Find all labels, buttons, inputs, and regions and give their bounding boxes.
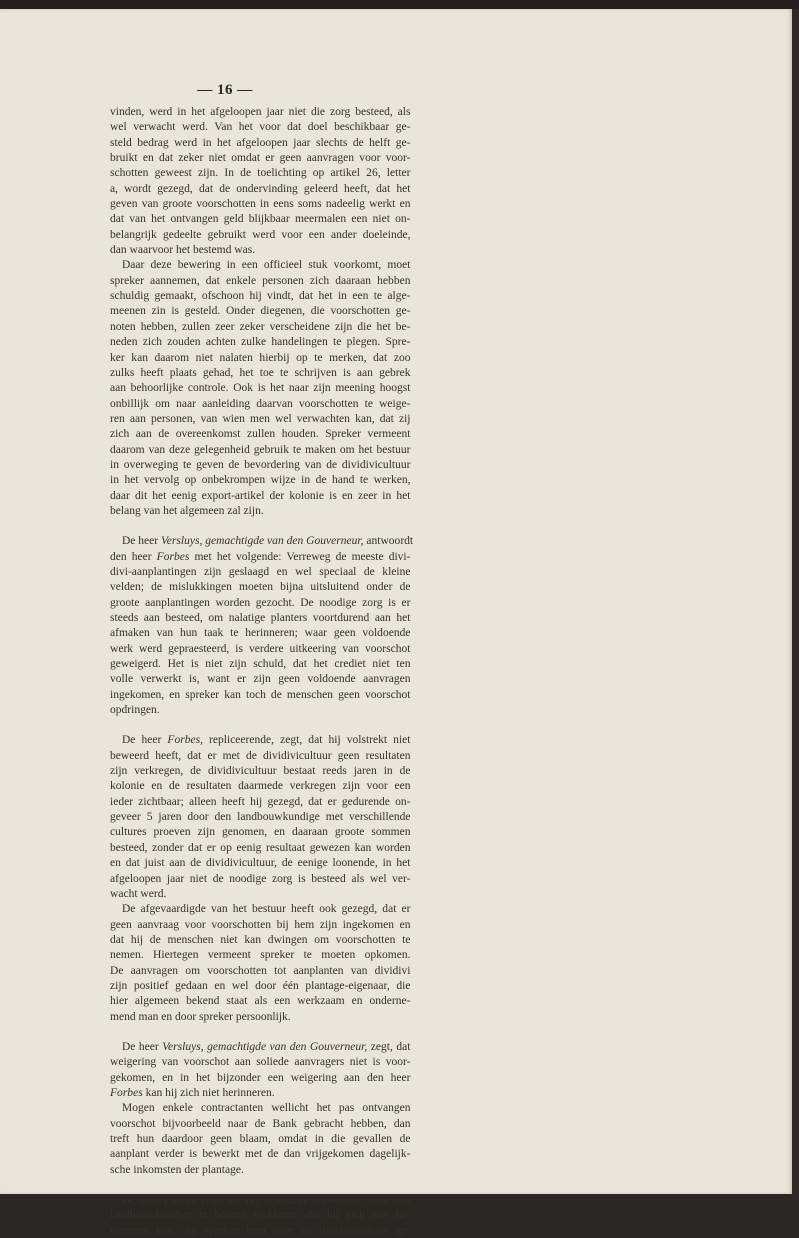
- text-line: geweigerd. Het is niet zijn schuld, dat het crediet niet ten: [110, 657, 411, 671]
- text-line: De heer Versluys, gemachtigde van den Gouverneur, zegt, dat: [121, 1039, 411, 1053]
- text-line: mend man en door spreker persoonlijk.: [110, 1009, 291, 1023]
- text-line: bruikt en dat zeker niet omdat er geen aanvragen voor voor-: [110, 151, 411, 165]
- paragraph: [110, 732, 410, 901]
- text-line: sche inkomsten der plantage.: [110, 1162, 244, 1176]
- text-line: a, wordt gezegd, dat de ondervinding geleerd heeft, dat het: [110, 181, 411, 195]
- text-line: den heer Forbes met het volgende: Verreweg de meeste divi-: [110, 549, 411, 563]
- text-line: Forbes kan hij zich niet herinneren.: [110, 1085, 275, 1099]
- text-line: kolonie en de resultaten daarmede verkregen zijn voor een: [110, 779, 411, 793]
- text-line: velden; de mislukkingen moeten bijna uitsluitend onder de: [110, 580, 411, 594]
- text-line: steld bedrag werd in het afgeloopen jaar slechts de helft ge-: [110, 135, 411, 149]
- page-number: — 16 —: [197, 82, 253, 98]
- text-line: meenen zin is gesteld. Onder diegenen, die voorschotten ge-: [110, 304, 411, 318]
- text-line: neden zich zouden achten zulke handelingen te plegen. Spre-: [110, 335, 411, 349]
- text-line: besteed, zonder dat er op eenig resultaat gewezen kan worden: [110, 840, 411, 854]
- text-line: divi-aanplantingen zijn geslaagd en wel speciaal de kleine: [110, 564, 411, 578]
- scan-bottom-edge: [0, 1194, 799, 1200]
- text-line: rinneren kan, dat spreker hem over de dividivicultuur ge-: [110, 1223, 411, 1237]
- text-line: geen aanvraag voor voorschotten bij hem zijn ingekomen en: [110, 917, 411, 931]
- text-line: zulks heeft plaats gehad, het toe te schrijven is aan gebrek: [110, 365, 411, 379]
- text-line: geven van groote voorschotten in eens soms nadeelig werkt en: [110, 197, 411, 211]
- text-line: in overweging te geven de bevordering van de dividivicultuur: [110, 457, 411, 471]
- text-line: in het vervolg op onbekrompen wijze in de hand te werken,: [110, 473, 411, 487]
- text-line: hier algemeen bekend staat als een werkzaam en onderne-: [110, 994, 411, 1008]
- text-line: zijn verkregen, de dividivicultuur bestaat reeds jaren in de: [110, 764, 411, 778]
- paragraph: [110, 257, 410, 518]
- text-line: landbouwkundige te hooren verklaren, dat hij zich niet he-: [110, 1208, 411, 1222]
- document-page: [0, 9, 792, 1237]
- text-line: dan waarvoor het bestemd was.: [110, 243, 256, 257]
- text-line: beweerd heeft, dat er met de dividivicultuur geen resultaten: [110, 748, 411, 762]
- text-line: gekomen, en in het bijzonder een weigering aan den heer: [110, 1070, 411, 1084]
- text-line: ren aan personen, van wien men wel verwachten kan, dat zij: [110, 411, 411, 425]
- text-line: Daar deze bewering in een officieel stuk voorkomt, moet: [121, 258, 411, 272]
- text-line: zijn positief gedaan en wel door één plantage-eigenaar, die: [110, 978, 411, 992]
- text-line: schuldig gemaakt, ofschoon hij vindt, dat het in een te alge-: [110, 289, 411, 303]
- text-line: steeds aan besteed, om nalatige planters voortdurend aan het: [110, 611, 411, 624]
- text-line: ker kan daarom niet nalaten hierbij op te merken, dat zoo: [110, 350, 411, 364]
- text-line: De aanvragen om voorschotten tot aanplanten van dividivi: [110, 963, 411, 977]
- text-line: werk werd gepraesteerd, is verdere uitkeering van voorschot: [110, 641, 411, 655]
- text-line: dat hij de menschen niet kan dwingen om voorschotten te: [110, 932, 411, 946]
- text-line: De afgevaardigde van het bestuur heeft ook gezegd, dat er: [121, 902, 411, 916]
- text-line: zich aan de overeenkomst zullen houden. Spreker vermeent: [110, 427, 411, 441]
- text-line: afmaken van hun taak te herinneren; waar geen voldoende: [110, 626, 411, 640]
- text-line: belang van het algemeen zal zijn.: [110, 503, 264, 517]
- text-line: aan behoorlijke controle. Ook is het naar zijn meening hoogst: [110, 381, 411, 395]
- text-line: nemen. Hiertegen vermeent spreker te moeten opkomen.: [110, 948, 411, 962]
- text-line: en dat juist aan de dividivicultuur, de eenige loonende, in het: [110, 856, 411, 870]
- text-line: afgeloopen jaar niet de noodige zorg is besteed als wel ver-: [110, 871, 411, 885]
- paragraph: [110, 533, 414, 717]
- text-line: belangrijk gedeelte gebruikt werd voor een ander doeleinde,: [110, 227, 411, 241]
- text-line: Mogen enkele contractanten wellicht het pas ontvangen: [121, 1101, 411, 1115]
- text-line: daarom van deze gelegenheid gebruik te maken om het bestuur: [110, 442, 411, 456]
- text-line: onbillijk om naar aanleiding daarvan voorschotten te weige-: [110, 396, 411, 410]
- text-line: schotten geweest zijn. In de toelichting op artikel 26, letter: [110, 166, 411, 180]
- text-line: spreker aannemen, dat enkele personen zich daaraan hebben: [110, 273, 411, 287]
- text-line: dat van het ontvangen geld blijkbaar meermalen een niet on-: [110, 212, 411, 226]
- scan-top-edge: [0, 0, 799, 9]
- text-line: voorschot bijvoorbeeld naar de Bank gebracht hebben, dan: [110, 1116, 411, 1130]
- text-line: noten hebben, zullen zeer zeker verscheidene zijn die het be-: [110, 319, 411, 333]
- paragraph: [110, 1039, 410, 1100]
- text-line: wacht werd.: [110, 886, 167, 900]
- paragraph: [110, 1100, 410, 1177]
- text-line: daar dit het eenig export-artikel der kolonie is en zeer in het: [110, 488, 411, 502]
- text-line: aanplant verder is bewerkt met de dan vrijgekomen dagelijk-: [110, 1147, 411, 1161]
- text-line: De heer Forbes, repliceerende, zegt, dat hij volstrekt niet: [121, 733, 411, 747]
- text-line: weigering van voorschot aan soliede aanvragers niet is voor-: [110, 1055, 411, 1069]
- scan-right-edge: [792, 9, 799, 1200]
- paragraph: [110, 104, 410, 257]
- text-line: ingekomen, en spreker kan toch de menschen geen voorschot: [110, 687, 411, 701]
- text-line: De heer Versluys, gemachtigde van den Gouverneur, antwoordt: [121, 534, 414, 548]
- body-text: [110, 104, 414, 1238]
- text-line: treft hun daardoor geen blaam, omdat in die gevallen de: [110, 1132, 411, 1145]
- text-line: cultures proeven zijn genomen, en daaraan groote sommen: [110, 825, 411, 839]
- text-line: geveer 5 jaren door den landbouwkundige met verschillende: [110, 810, 411, 824]
- text-line: volle verwerkt is, want er zijn geen voldoende aanvragen: [110, 672, 411, 686]
- paragraph: [110, 901, 410, 1024]
- text-line: opdringen.: [110, 703, 160, 717]
- text-line: vinden, werd in het afgeloopen jaar niet die zorg besteed, als: [110, 105, 411, 118]
- text-line: groote aanplantingen worden gezocht. De noodige zorg is er: [110, 595, 411, 609]
- text-line: ieder zichtbaar; alleen heeft hij gezegd, dat er gedurende on-: [110, 794, 411, 808]
- text-line: wel verwacht werd. Van het voor dat doel beschikbaar ge-: [110, 120, 411, 134]
